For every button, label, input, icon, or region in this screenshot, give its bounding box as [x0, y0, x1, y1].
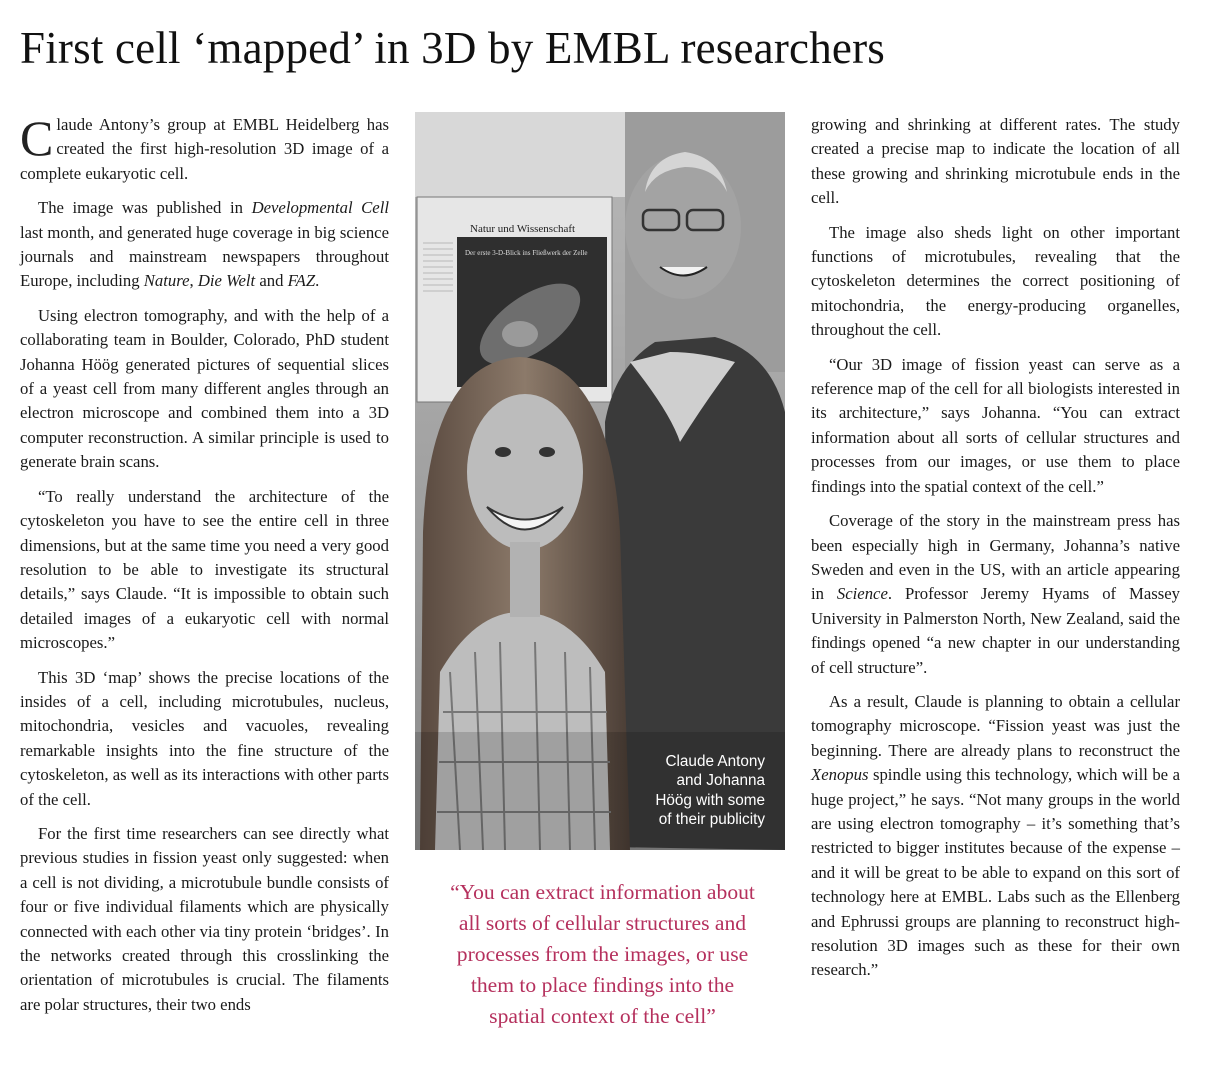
paragraph-publication: [20, 196, 389, 294]
photo-illustration: [415, 112, 785, 850]
text-run: ,: [189, 271, 198, 291]
text-run: As a result, Claude is planning to obtain a cellular tomography microscope. “Fission yeast was just the beginning. There are already plans to reconstruct the: [811, 691, 1180, 760]
poster-headline: Der erste 3-D-Blick ins Fließwerk der Zelle: [465, 249, 588, 257]
journal-name: Developmental Cell: [251, 198, 389, 218]
text-run: spindle using this technology, which will be a huge project,” he says. “Not many groups in the world are using electron tomography – it’s something that’s restricted to bigger institutes because of the expense – and it will be great to be able to expand on this sort of technology here at EMBL. Labs such as the Ellenberg and Ephrussi groups are planning to reconstruct high-resolution 3D images such as these for their own research.”: [811, 765, 1180, 980]
text-run: last month, and generated huge coverage in big science journals and mainstream newspapers throughout Europe, including: [20, 222, 389, 291]
text-run: .: [315, 271, 320, 291]
text-run: The image was published in: [38, 198, 252, 218]
caption-line: and Johanna: [676, 772, 765, 790]
paragraph-quote-johanna: “Our 3D image of fission yeast can serve as a reference map of the cell for all biologists interested in its architecture,” says Johanna. “You can extract information about all sorts of cellular structures and processes from our images, or use them to place findings into the spatial context of the cell.”: [811, 354, 1180, 496]
paragraph-future: [811, 690, 1180, 983]
left-column: [20, 110, 389, 1027]
newspaper-name: Die Welt: [197, 271, 256, 291]
caption-line: of their publicity: [658, 811, 765, 829]
journal-name: Science: [836, 584, 888, 604]
newspaper-name: FAZ: [287, 271, 316, 291]
caption-line: Höög with some: [655, 791, 765, 809]
paragraph-method: Using electron tomography, and with the help of a collaborating team in Boulder, Colorado, PhD student Johanna Höög generated pictures of sequential slices of a yeast cell from many different angles through an electron microscope and combined them into a 3D computer reconstruction. A similar principle is used to generate brain scans.: [20, 305, 389, 472]
text-run: and: [255, 271, 288, 291]
paragraph-continued: growing and shrinking at different rates. The study created a precise map to indicate the location of all these growing and shrinking microtubule ends in the cell.: [811, 115, 1180, 208]
paragraph-quote-claude: “To really understand the architecture of the cytoskeleton you have to see the entire cell in three dimensions, but at the same time you need a very good resolution to be able to investigate its structural details,” says Claude. “It is impossible to obtain such detailed images of a eukaryotic cell with normal microscopes.”: [20, 486, 389, 653]
text-run: . Professor Jeremy Hyams of Massey University in Palmerston North, New Zealand, said the findings opened “a new chapter in our understanding of cell structure”.: [811, 584, 1180, 677]
photo-caption: [605, 752, 765, 830]
text-run: Coverage of the story in the mainstream press has been especially high in Germany, Johanna’s native Sweden and even in the US, with an article appearing in: [811, 511, 1180, 604]
species-name: Xenopus: [811, 765, 869, 785]
paragraph-first-time: For the first time researchers can see directly what previous studies in fission yeast only suggested: when a cell is not dividing, a microtubule bundle consists of four or five individual filaments which are physically connected with each other via tiny protein ‘bridges’. In the networks created through this crosslinking the orientation of microtubules is crucial. The filaments are polar structures, their two ends: [20, 823, 389, 1014]
paragraph-map: This 3D ‘map’ shows the precise locations of the insides of a cell, including microtubules, nucleus, mitochondria, vesicles and vacuoles, revealing remarkable insights into the fine structure of the cytoskeleton, as well as its interactions with other parts of the cell.: [20, 667, 389, 809]
intro-text: laude Antony’s group at EMBL Heidelberg has created the first high-resolution 3D image of a complete eukaryotic cell.: [20, 115, 389, 183]
paragraph-functions: The image also sheds light on other important functions of microtubules, revealing that the cytoskeleton determines the correct positioning of mitochondria, the energy-producing organelles, throughout the cell.: [811, 222, 1180, 340]
poster-header: Natur und Wissenschaft: [470, 223, 576, 235]
caption-line: Claude Antony: [665, 753, 765, 770]
intro-paragraph: [20, 110, 389, 186]
journal-name: Nature: [143, 271, 190, 291]
drop-cap: C: [20, 110, 54, 166]
headline: First cell ‘mapped’ in 3D by EMBL researchers: [20, 23, 885, 73]
pull-quote: “You can extract information about all sorts of cellular structures and processes from the images, or use them to place findings into the spatial context of the cell”: [450, 880, 755, 1028]
article-photo: [415, 112, 785, 850]
right-column: [811, 113, 1180, 993]
paragraph-coverage: [811, 509, 1180, 680]
